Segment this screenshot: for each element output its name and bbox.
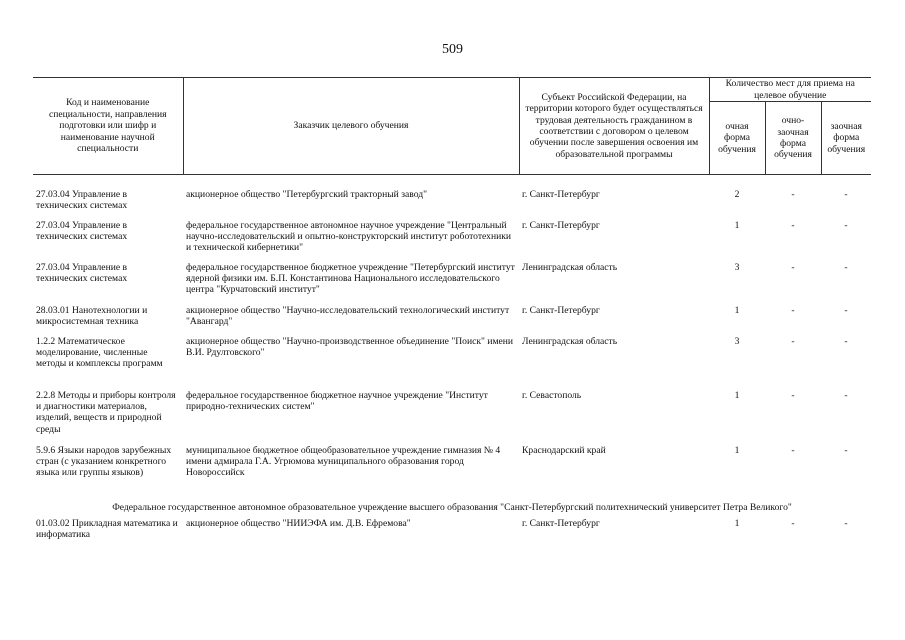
extramural-cell: -	[844, 444, 848, 456]
fulltime-cell: 1	[734, 219, 740, 231]
customer-cell: акционерное общество "Научно-исследовательский технологический институт "Авангард"	[186, 304, 510, 327]
extramural-cell: -	[844, 389, 848, 401]
customer-cell: акционерное общество "НИИЭФА им. Д.В. Ефремова"	[186, 517, 411, 529]
parttime-cell: -	[791, 517, 795, 529]
extramural-cell: -	[844, 219, 848, 231]
customer-cell: муниципальное бюджетное общеобразовательное учреждение гимназия № 4 имени адмирала Г.А. Угрюмова муниципального образования город Новороссийск	[186, 444, 501, 479]
specialty-cell: 5.9.6 Языки народов зарубежных стран (с указанием конкретного языка или группы языков)	[36, 444, 172, 479]
parttime-cell: -	[791, 219, 795, 231]
fulltime-cell: 1	[734, 444, 740, 456]
fulltime-cell: 3	[734, 261, 740, 273]
parttime-cell: -	[791, 304, 795, 316]
header-places: Количество мест для приема на целевое обучение	[709, 78, 871, 102]
subject-cell: г. Санкт-Петербург	[522, 188, 600, 200]
fulltime-cell: 1	[734, 389, 740, 401]
parttime-cell: -	[791, 335, 795, 347]
page-number: 509	[442, 42, 463, 57]
table-row	[33, 305, 871, 336]
customer-cell: федеральное государственное автономное научное учреждение "Центральный научно-исследовательский и опытно-конструкторский институт робототехники и технической кибернетики"	[186, 219, 512, 254]
table-row	[33, 445, 871, 498]
table-row	[33, 336, 871, 390]
fulltime-cell: 1	[734, 517, 740, 529]
subject-cell: г. Санкт-Петербург	[522, 219, 600, 231]
parttime-cell: -	[791, 389, 795, 401]
table-row	[33, 220, 871, 262]
parttime-cell: -	[791, 444, 795, 456]
table-row	[33, 262, 871, 305]
header-fulltime: очная форма обучения	[709, 102, 765, 175]
header-extramural: заочная форма обучения	[821, 102, 871, 175]
specialty-cell: 01.03.02 Прикладная математика и информатика	[36, 517, 178, 541]
customer-cell: акционерное общество "Петербургский тракторный завод"	[186, 188, 428, 200]
extramural-cell: -	[844, 304, 848, 316]
subject-cell: Ленинградская область	[522, 335, 618, 347]
extramural-cell: -	[844, 261, 848, 273]
specialty-cell: 27.03.04 Управление в технических системах	[36, 219, 128, 242]
specialty-cell: 27.03.04 Управление в технических системах	[36, 261, 128, 284]
customer-cell: федеральное государственное бюджетное научное учреждение "Институт природно-технических систем"	[186, 389, 488, 412]
extramural-cell: -	[844, 188, 848, 200]
extramural-cell: -	[844, 335, 848, 347]
header-customer: Заказчик целевого обучения	[183, 78, 519, 175]
subject-cell: г. Севастополь	[522, 389, 582, 401]
table-row	[33, 189, 871, 220]
customer-cell: акционерное общество "Научно-производственное объединение "Поиск" имени В.И. Рдултовского"	[186, 335, 514, 358]
extramural-cell: -	[844, 517, 848, 529]
parttime-cell: -	[791, 261, 795, 273]
specialty-cell: 28.03.01 Нанотехнологии и микросистемная техника	[36, 304, 148, 327]
specialty-cell: 2.2.8 Методы и приборы контроля и диагностики материалов, изделий, веществ и природной среды	[36, 389, 176, 435]
table-row	[33, 390, 871, 445]
subject-cell: г. Санкт-Петербург	[522, 517, 600, 529]
table-header	[33, 78, 871, 175]
subject-cell: Краснодарский край	[522, 444, 606, 456]
org-heading-row	[33, 498, 871, 518]
fulltime-cell: 3	[734, 335, 740, 347]
subject-cell: г. Санкт-Петербург	[522, 304, 600, 316]
header-subject: Субъект Российской Федерации, на территории которого будет осуществляться трудовая деятельность гражданином в соответствии с договором о целевом обучении после завершения освоения им образовательной программы	[519, 78, 709, 175]
target-admission-table	[33, 77, 871, 548]
table-body	[33, 175, 871, 548]
org-heading: Федеральное государственное автономное образовательное учреждение высшего образования "Санкт-Петербургский политехнический университет Петра Великого"	[112, 501, 792, 513]
subject-cell: Ленинградская область	[522, 261, 618, 273]
fulltime-cell: 2	[734, 188, 740, 200]
fulltime-cell: 1	[734, 304, 740, 316]
header-parttime: очно-заочная форма обучения	[765, 102, 821, 175]
header-specialty: Код и наименование специальности, направления подготовки или шифр и наименование научной специальности	[33, 78, 183, 175]
specialty-cell: 1.2.2 Математическое моделирование, численные методы и комплексы программ	[36, 335, 163, 370]
customer-cell: федеральное государственное бюджетное учреждение "Петербургский институт ядерной физики им. Б.П. Константинова Национального исследовательского центра "Курчатовский институт"	[186, 261, 515, 296]
parttime-cell: -	[791, 188, 795, 200]
table-row	[33, 518, 871, 548]
specialty-cell: 27.03.04 Управление в технических системах	[36, 188, 128, 211]
